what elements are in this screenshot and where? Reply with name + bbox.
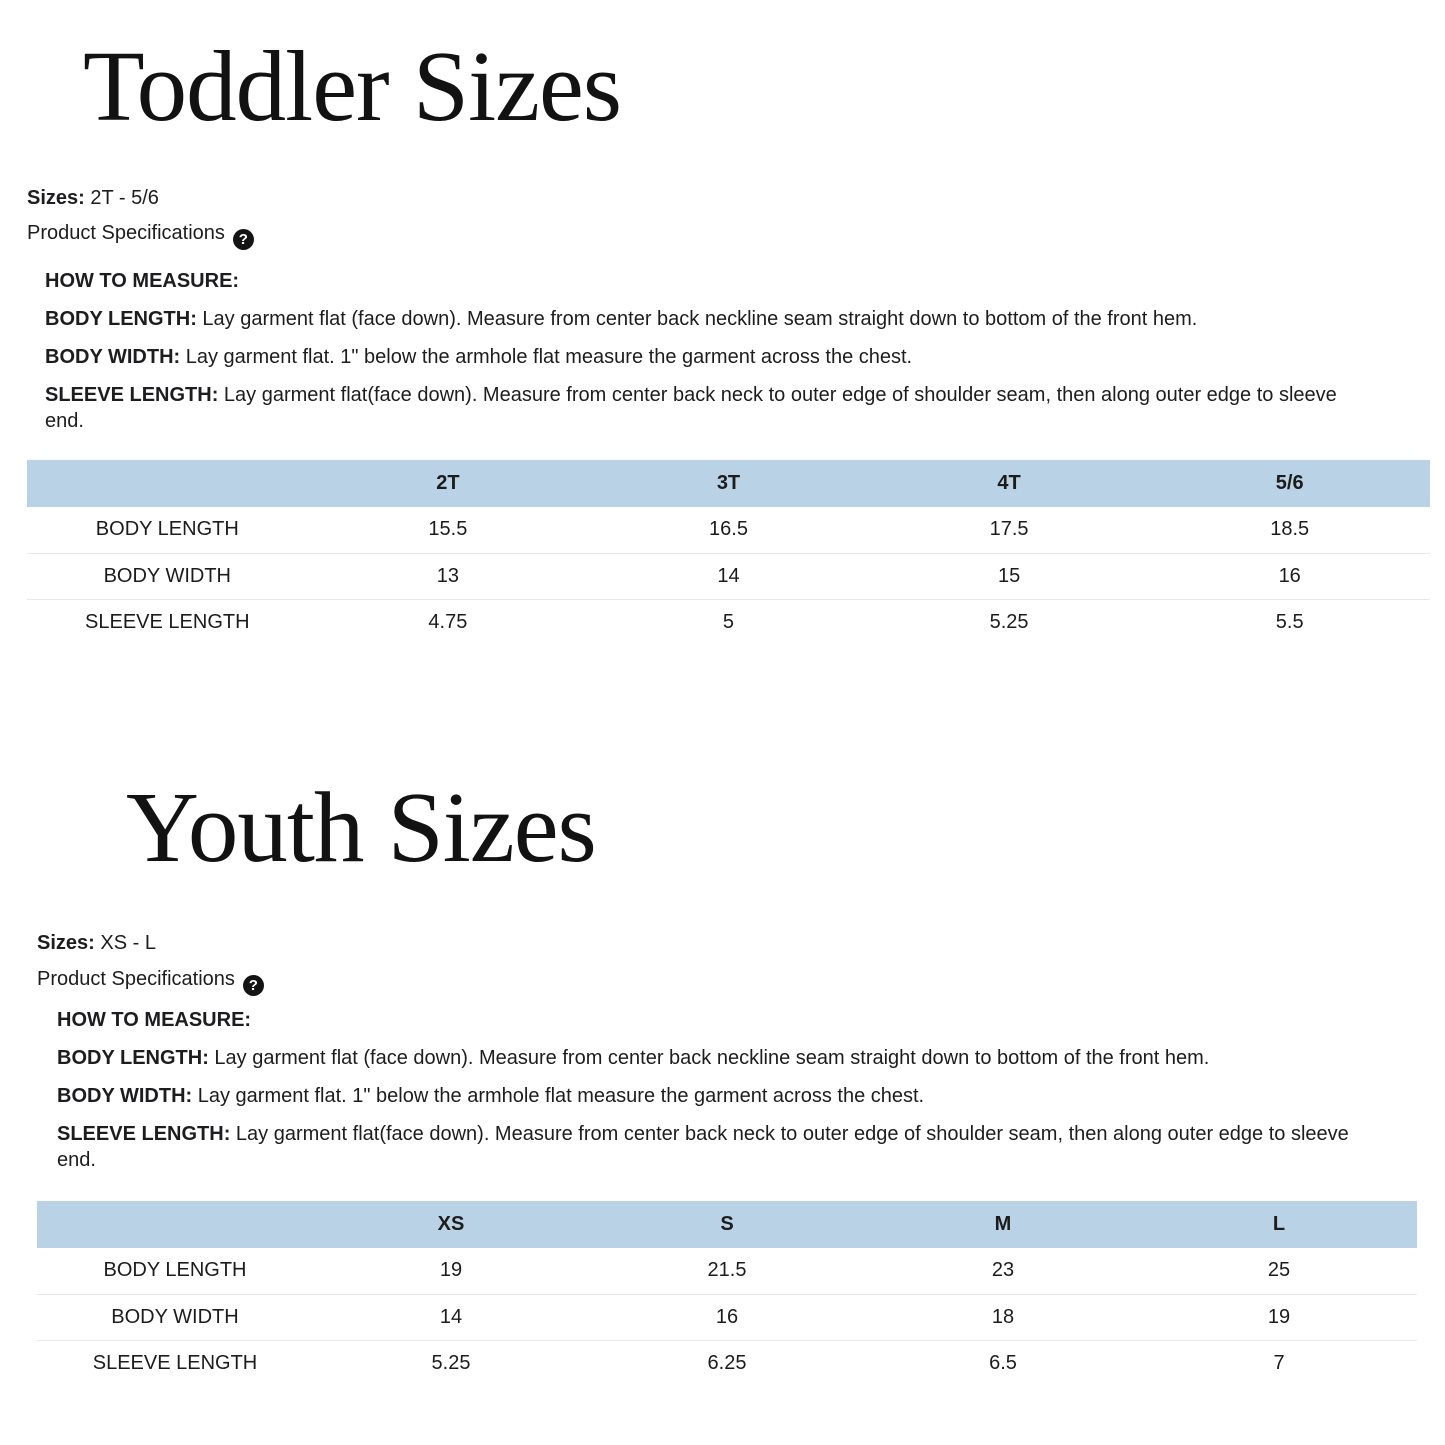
size-value-cell: 6.5 — [865, 1340, 1141, 1386]
toddler-sleeve-length-instruction — [45, 382, 1345, 434]
size-value-cell: 23 — [865, 1248, 1141, 1294]
sizes-range-value: XS - L — [100, 932, 156, 954]
size-value-cell: 16 — [589, 1294, 865, 1340]
youth-sleeve-length-instruction — [57, 1121, 1357, 1173]
sleeve-length-description: Lay garment flat(face down). Measure from center back neck to outer edge of shoulder seam, then along outer edge to sleeve end. — [45, 384, 1337, 432]
table-row — [37, 1294, 1417, 1340]
size-value-cell: 19 — [1141, 1294, 1417, 1340]
body-width-label: BODY WIDTH: — [57, 1085, 193, 1107]
size-value-cell: 25 — [1141, 1248, 1417, 1294]
toddler-how-to-measure-heading: HOW TO MEASURE: — [45, 270, 240, 292]
size-value-cell: 21.5 — [589, 1248, 865, 1294]
size-value-cell: 16.5 — [588, 507, 869, 553]
measurement-row-label: BODY LENGTH — [37, 1248, 313, 1294]
size-value-cell: 15.5 — [308, 507, 589, 553]
size-column-header: 2T — [308, 460, 589, 507]
question-mark-glyph: ? — [238, 231, 248, 248]
youth-how-to-measure-heading: HOW TO MEASURE: — [57, 1009, 252, 1031]
toddler-section-title: Toddler Sizes — [83, 30, 622, 142]
toddler-sizes-line — [27, 185, 159, 211]
body-length-description: Lay garment flat (face down). Measure from center back neckline seam straight down to bottom of the front hem. — [214, 1047, 1210, 1069]
size-value-cell: 6.25 — [589, 1340, 865, 1386]
youth-product-specifications-line — [37, 966, 264, 996]
youth-section-title: Youth Sizes — [126, 771, 596, 883]
size-value-cell: 18 — [865, 1294, 1141, 1340]
body-length-description: Lay garment flat (face down). Measure from center back neckline seam straight down to bottom of the front hem. — [202, 308, 1198, 330]
sizes-label: Sizes: — [37, 932, 95, 954]
size-column-header: 3T — [588, 460, 869, 507]
table-row — [37, 1340, 1417, 1386]
body-length-label: BODY LENGTH: — [45, 308, 197, 330]
product-specifications-label: Product Specifications — [27, 222, 225, 244]
table-header-row — [27, 460, 1430, 507]
youth-size-table — [37, 1201, 1417, 1386]
help-icon[interactable] — [233, 229, 254, 250]
table-row — [37, 1248, 1417, 1294]
size-column-header: M — [865, 1201, 1141, 1248]
size-value-cell: 5.25 — [869, 599, 1150, 645]
size-value-cell: 15 — [869, 553, 1150, 599]
size-value-cell: 5.25 — [313, 1340, 589, 1386]
measurement-row-label: BODY LENGTH — [27, 507, 308, 553]
size-value-cell: 13 — [308, 553, 589, 599]
sizes-label: Sizes: — [27, 187, 85, 209]
measurement-row-label: BODY WIDTH — [27, 553, 308, 599]
sleeve-length-label: SLEEVE LENGTH: — [45, 384, 219, 406]
toddler-size-table — [27, 460, 1430, 645]
size-column-header: 5/6 — [1149, 460, 1430, 507]
table-row — [27, 507, 1430, 553]
body-width-description: Lay garment flat. 1" below the armhole flat measure the garment across the chest. — [197, 1085, 925, 1107]
toddler-body-length-instruction — [45, 306, 1345, 332]
size-value-cell: 7 — [1141, 1340, 1417, 1386]
size-value-cell: 19 — [313, 1248, 589, 1294]
sleeve-length-description: Lay garment flat(face down). Measure from center back neck to outer edge of shoulder seam, then along outer edge to sleeve end. — [57, 1123, 1349, 1171]
table-header-row — [37, 1201, 1417, 1248]
body-length-label: BODY LENGTH: — [57, 1047, 209, 1069]
sizes-range-value: 2T - 5/6 — [90, 187, 159, 209]
table-row — [27, 599, 1430, 645]
body-width-label: BODY WIDTH: — [45, 346, 181, 368]
table-row — [27, 553, 1430, 599]
size-value-cell: 5.5 — [1149, 599, 1430, 645]
youth-body-width-instruction — [57, 1083, 1357, 1109]
help-icon[interactable] — [243, 975, 264, 996]
size-value-cell: 17.5 — [869, 507, 1150, 553]
body-width-description: Lay garment flat. 1" below the armhole flat measure the garment across the chest. — [185, 346, 913, 368]
size-value-cell: 16 — [1149, 553, 1430, 599]
size-value-cell: 14 — [313, 1294, 589, 1340]
size-value-cell: 4.75 — [308, 599, 589, 645]
question-mark-glyph: ? — [248, 977, 258, 994]
toddler-body-width-instruction — [45, 344, 1345, 370]
product-specifications-label: Product Specifications — [37, 968, 235, 990]
size-value-cell: 5 — [588, 599, 869, 645]
size-value-cell: 18.5 — [1149, 507, 1430, 553]
measurement-row-label: SLEEVE LENGTH — [27, 599, 308, 645]
measurement-row-label: BODY WIDTH — [37, 1294, 313, 1340]
size-column-header: S — [589, 1201, 865, 1248]
measurement-row-label: SLEEVE LENGTH — [37, 1340, 313, 1386]
size-column-header: L — [1141, 1201, 1417, 1248]
table-header-empty-cell — [37, 1201, 313, 1248]
size-value-cell: 14 — [588, 553, 869, 599]
table-header-empty-cell — [27, 460, 308, 507]
toddler-product-specifications-line — [27, 220, 254, 250]
youth-body-length-instruction — [57, 1045, 1357, 1071]
size-column-header: XS — [313, 1201, 589, 1248]
sleeve-length-label: SLEEVE LENGTH: — [57, 1123, 231, 1145]
youth-sizes-line — [37, 930, 156, 956]
size-column-header: 4T — [869, 460, 1150, 507]
